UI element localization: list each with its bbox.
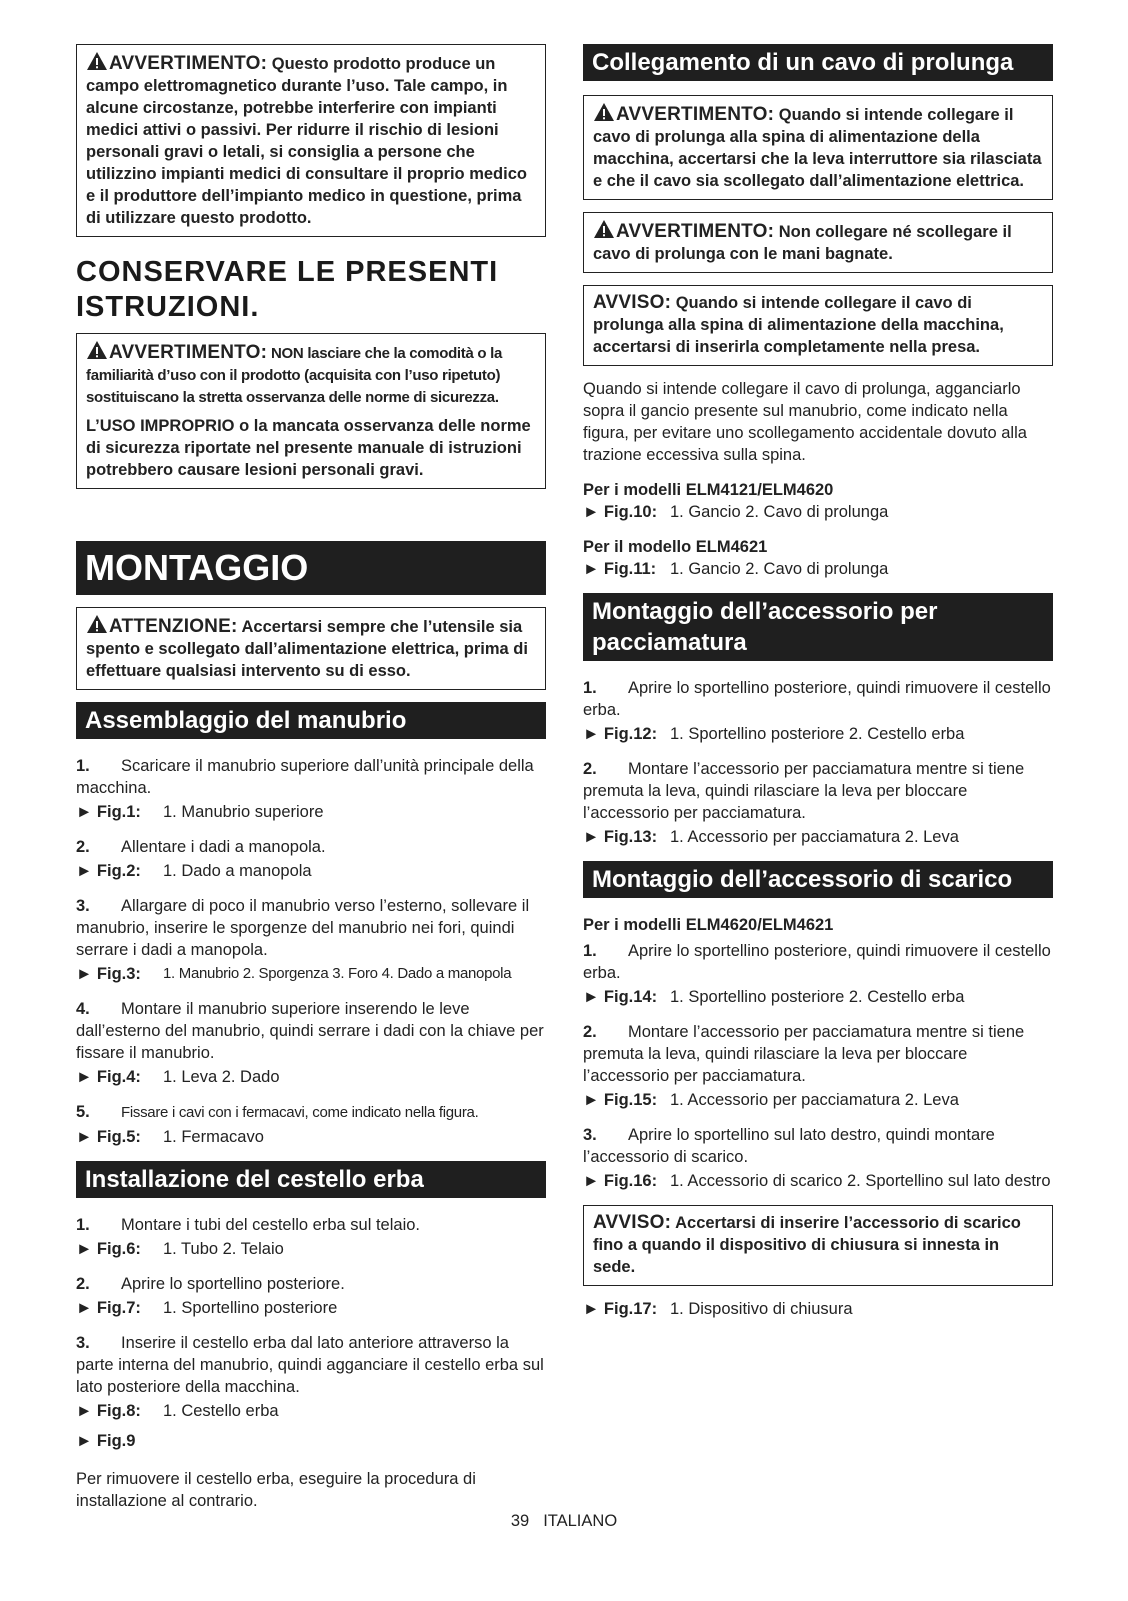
figure-reference: ► Fig.9 [76,1432,136,1450]
step-item: 1. Aprire lo sportellino posteriore, quindi rimuovere il cestello erba. [583,942,1051,982]
notice-keyword: AVVISO: [593,1212,672,1233]
step-item: 1. Montare i tubi del cestello erba sul telaio. [76,1216,420,1234]
figure-reference: ► Fig.5: 1. Fermacavo [76,1128,264,1146]
section-title: MONTAGGIO [76,541,546,595]
step-item: 1. Scaricare il manubrio superiore dall’unità principale della macchina. [76,757,534,797]
caution-text: Accertarsi sempre che l’utensile sia spento e scollegato dall’alimentazione elettrica, prima di effettuare qualsiasi intervento su di esso. [86,618,528,680]
step-item: 2. Montare l’accessorio per pacciamatura mentre si tiene premuta la leva, quindi rilasciare la leva per bloccare l’accessorio per pacciamatura. [583,760,1025,822]
step-item: 5. Fissare i cavi con i fermacavi, come indicato nella figura. [76,1103,479,1121]
handle-steps [76,755,546,1148]
heading-grass-basket: Installazione del cestello erba [76,1161,546,1198]
figure-reference: ► Fig.11: 1. Gancio 2. Cavo di prolunga [583,560,889,578]
figure-reference: ► Fig.13: 1. Accessorio per pacciamatura 2. Leva [583,828,959,846]
step-item: 2. Allentare i dadi a manopola. [76,838,326,856]
removal-paragraph: Per rimuovere il cestello erba, eseguire la procedura di installazione al contrario. [76,1470,476,1510]
step-item: 3. Aprire lo sportellino sul lato destro, quindi montare l’accessorio di scarico. [583,1126,995,1166]
figure-reference: ► Fig.15: 1. Accessorio per pacciamatura 2. Leva [583,1091,959,1109]
warning-box-emf [76,44,546,237]
models-subheading: Per i modelli ELM4121/ELM4620 [583,481,834,499]
figure-reference: ► Fig.2: 1. Dado a manopola [76,862,312,880]
warning-box-complacency [76,333,546,489]
notice-box-plug [583,285,1053,366]
basket-steps [76,1214,546,1512]
warning-keyword: AVVERTIMENTO: [616,104,775,125]
figure-reference: ► Fig.8: 1. Cestello erba [76,1402,279,1420]
figure-reference: ► Fig.10: 1. Gancio 2. Cavo di prolunga [583,503,889,521]
warning-text: Non collegare né scollegare il cavo di prolunga con le mani bagnate. [593,223,1012,263]
warning-text: Quando si intende collegare il cavo di prolunga alla spina di alimentazione della macchina, accertarsi che la leva interruttore sia rilasciata e che il cavo sia scollegato dall’alimentazione elettrica. [593,106,1042,190]
left-column [76,44,546,1525]
figure-reference: ► Fig.17: 1. Dispositivo di chiusura [583,1300,853,1318]
figure-reference: ► Fig.12: 1. Sportellino posteriore 2. Cestello erba [583,725,965,743]
warning-keyword: AVVERTIMENTO: [109,342,268,363]
page-footer [0,1510,1128,1532]
warning-keyword: AVVERTIMENTO: [109,53,268,74]
step-item: 1. Aprire lo sportellino posteriore, quindi rimuovere il cestello erba. [583,679,1051,719]
right-column [583,44,1053,1333]
footer-language: ITALIANO [543,1512,618,1530]
heading-handle-assembly: Assemblaggio del manubrio [76,702,546,739]
warning-triangle-icon [593,219,615,239]
heading-discharge: Montaggio dell’accessorio di scarico [583,861,1053,898]
warning-text: Questo prodotto produce un campo elettromagnetico durante l’uso. Tale campo, in alcune circostanze, potrebbe interferire con impianti medici attivi o passivi. Per ridurre il rischio di lesioni personali gravi o letali, si consiglia a persone che utilizzino impianti medici di consultare il proprio medico e il produttore dell’impianto medico in questione, prima di utilizzare questo prodotto. [86,55,527,227]
figure-reference: ► Fig.1: 1. Manubrio superiore [76,803,324,821]
step-item: 2. Montare l’accessorio per pacciamatura mentre si tiene premuta la leva, quindi rilasciare la leva per bloccare l’accessorio per pacciamatura. [583,1023,1025,1085]
warning-box-extension [583,95,1053,200]
caution-keyword: ATTENZIONE: [109,616,238,637]
models-subheading: Per il modello ELM4621 [583,538,768,556]
caution-box [76,607,546,690]
conserve-heading: CONSERVARE LE PRESENTI ISTRUZIONI. [76,256,499,323]
extension-paragraph: Quando si intende collegare il cavo di prolunga, agganciarlo sopra il gancio presente sul manubrio, come indicato nella figura, per evitare uno scollegamento accidentale dovuto alla trazione eccessiva sulla spina. [583,380,1027,464]
notice-keyword: AVVISO: [593,292,672,313]
warning-triangle-icon [593,102,615,122]
warning-triangle-icon [86,614,108,634]
notice-box-lock [583,1205,1053,1286]
figure-reference: ► Fig.7: 1. Sportellino posteriore [76,1299,338,1317]
step-item: 2. Aprire lo sportellino posteriore. [76,1275,345,1293]
warning-keyword: AVVERTIMENTO: [616,221,775,242]
warning-triangle-icon [86,51,108,71]
step-item: 3. Allargare di poco il manubrio verso l’esterno, sollevare il manubrio, inserire le sporgenze del manubrio nei fori, quindi serrare i dadi a manopola. [76,897,530,959]
figure-reference: ► Fig.14: 1. Sportellino posteriore 2. Cestello erba [583,988,965,1006]
warning-triangle-icon [86,340,108,360]
heading-mulching: Montaggio dell’accessorio per pacciamatura [583,593,1053,661]
warning-box-wet-hands [583,212,1053,273]
page-number: 39 [510,1512,530,1530]
step-item: 4. Montare il manubrio superiore inserendo le leve dall’esterno del manubrio, quindi serrare i dadi con la chiave per fissare il manubrio. [76,1000,544,1062]
notice-text: Accertarsi di inserire l’accessorio di scarico fino a quando il dispositivo di chiusura si innesta in sede. [593,1214,1021,1276]
step-item: 3. Inserire il cestello erba dal lato anteriore attraverso la parte interna del manubrio, quindi agganciare il cestello erba sul lato posteriore della macchina. [76,1334,544,1396]
figure-reference: ► Fig.3: 1. Manubrio 2. Sporgenza 3. Foro 4. Dado a manopola [76,965,512,983]
warning-text-misuse: L’USO IMPROPRIO o la mancata osservanza delle norme di sicurezza riportate nel presente manuale di istruzioni potrebbero causare lesioni personali gravi. [86,417,531,479]
figure-reference: ► Fig.6: 1. Tubo 2. Telaio [76,1240,284,1258]
models-subheading: Per i modelli ELM4620/ELM4621 [583,916,834,934]
figure-reference: ► Fig.16: 1. Accessorio di scarico 2. Sportellino sul lato destro [583,1172,1051,1190]
heading-extension-cord: Collegamento di un cavo di prolunga [583,44,1053,81]
warning-text: NON lasciare che la comodità o la familiarità d’uso con il prodotto (acquisita con l’uso ripetuto) sostituiscano la stretta osservanza delle norme di sicurezza. [86,345,503,406]
figure-reference: ► Fig.4: 1. Leva 2. Dado [76,1068,280,1086]
notice-text: Quando si intende collegare il cavo di prolunga alla spina di alimentazione della macchina, accertarsi di inserirla completamente nella presa. [593,294,1004,356]
